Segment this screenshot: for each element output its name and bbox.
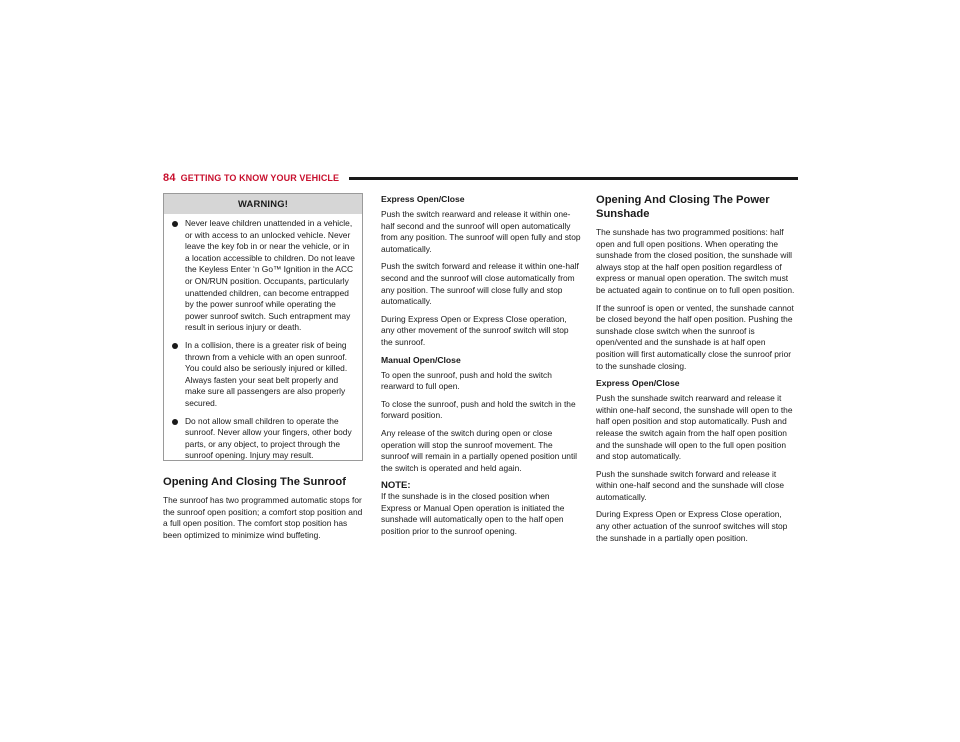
note-text: If the sunshade is in the closed position when Express or Manual Open operation is initiated the sunshade will automatically open to the half open position prior to the sunroof opening. (381, 491, 565, 537)
sunroof-manual-paragraph: Any release of the switch during open or close operation will stop the sunroof movement. The sunroof will remain in a partially opened position until the switch is operated and held again. (381, 427, 577, 473)
manual-open-close-heading: Manual Open/Close (381, 354, 461, 365)
sunroof-express-paragraph: During Express Open or Express Close operation, any other movement of the sunroof switch will stop the sunroof. (381, 313, 569, 347)
note-label: NOTE: (381, 480, 411, 492)
column-3 (596, 193, 796, 550)
warning-item-text: In a collision, there is a greater risk of being thrown from a vehicle with an open sunroof. You could also be seriously injured or killed. Always fasten your seat belt properly and make sure all passengers are also properly secured. (185, 339, 348, 408)
warning-list (164, 214, 362, 462)
sunshade-paragraph: If the sunroof is open or vented, the sunshade cannot be closed beyond the half open position. Pushing the sunshade close switch when the sunroof is open/vented and the sunshade is at half open position will first automatically close the sunroof prior to the sunshade closing. (596, 302, 794, 371)
sunshade-express-paragraph: Push the sunshade switch rearward and release it within one-half second, the sunshade will open to the half open position and stop automatically. Push and release the switch again from the half open position and the sunshade will open to the full open position and stop automatically. (596, 393, 793, 462)
warning-box (163, 193, 363, 461)
sunroof-express-paragraph: Push the switch rearward and release it within one-half second and the sunroof will open automatically from any position. The sunroof will open fully and stop automatically. (381, 209, 581, 254)
sunshade-express-heading: Express Open/Close (596, 378, 680, 389)
sunroof-express-paragraph: Push the switch forward and release it within one-half second and the sunroof will close automatically from any position. The sunroof will close fully and stop automatically. (381, 261, 579, 307)
column-1 (163, 193, 363, 547)
warning-item-text: Never leave children unattended in a vehicle, or with access to an unlocked vehicle. Never leave the key fob in or near the vehicle, or in a location accessible to children. Do not leave the Keyless Enter ‘n Go™ Ignition in the ACC or ON/RUN position. Occupants, particularly unattended children, can become entrapped by the power sunroof while operating the power sunroof switch. Such entrapment may result in serious injury or death. (185, 218, 355, 333)
bullet-icon (172, 343, 178, 349)
sunshade-heading: Opening And Closing The Power Sunshade (596, 194, 770, 220)
bullet-icon (172, 221, 178, 227)
warning-item (172, 218, 356, 334)
sunroof-manual-paragraph: To open the sunroof, push and hold the switch rearward to full open. (381, 369, 552, 392)
page-number: 84 (163, 172, 176, 184)
sunshade-express-paragraph: During Express Open or Express Close operation, any other actuation of the sunroof switches will stop the sunshade in a partially open position. (596, 509, 788, 543)
warning-title: WARNING! (164, 194, 362, 214)
sunroof-heading: Opening And Closing The Sunroof (163, 476, 346, 488)
bullet-icon (172, 419, 178, 425)
sunroof-intro: The sunroof has two programmed automatic stops for the sunroof open position; a comfort stop position and a full open position. The comfort stop position has been optimized to minimize wind buffeting. (163, 495, 363, 540)
sunshade-express-paragraph: Push the sunshade switch forward and release it within one-half second and the sunshade will close automatically. (596, 468, 785, 502)
warning-item-text: Do not allow small children to operate the sunroof. Never allow your fingers, other body parts, or any object, to project through the sunroof opening. Injury may result. (185, 415, 352, 461)
page-header (163, 170, 798, 186)
express-open-close-heading: Express Open/Close (381, 194, 465, 204)
warning-item (172, 340, 356, 410)
sunshade-paragraph: The sunshade has two programmed positions: half open and full open positions. When operating the sunshade from the closed position, the sunshade will always stop at the half open position regardless of express or manual open operation. The switch must be actuated again to continue on to full open position. (596, 227, 795, 295)
column-2 (381, 194, 581, 538)
warning-item (172, 416, 356, 462)
sunroof-manual-paragraph: To close the sunroof, push and hold the switch in the forward position. (381, 398, 576, 421)
header-divider (349, 177, 798, 180)
section-title: GETTING TO KNOW YOUR VEHICLE (180, 173, 340, 183)
